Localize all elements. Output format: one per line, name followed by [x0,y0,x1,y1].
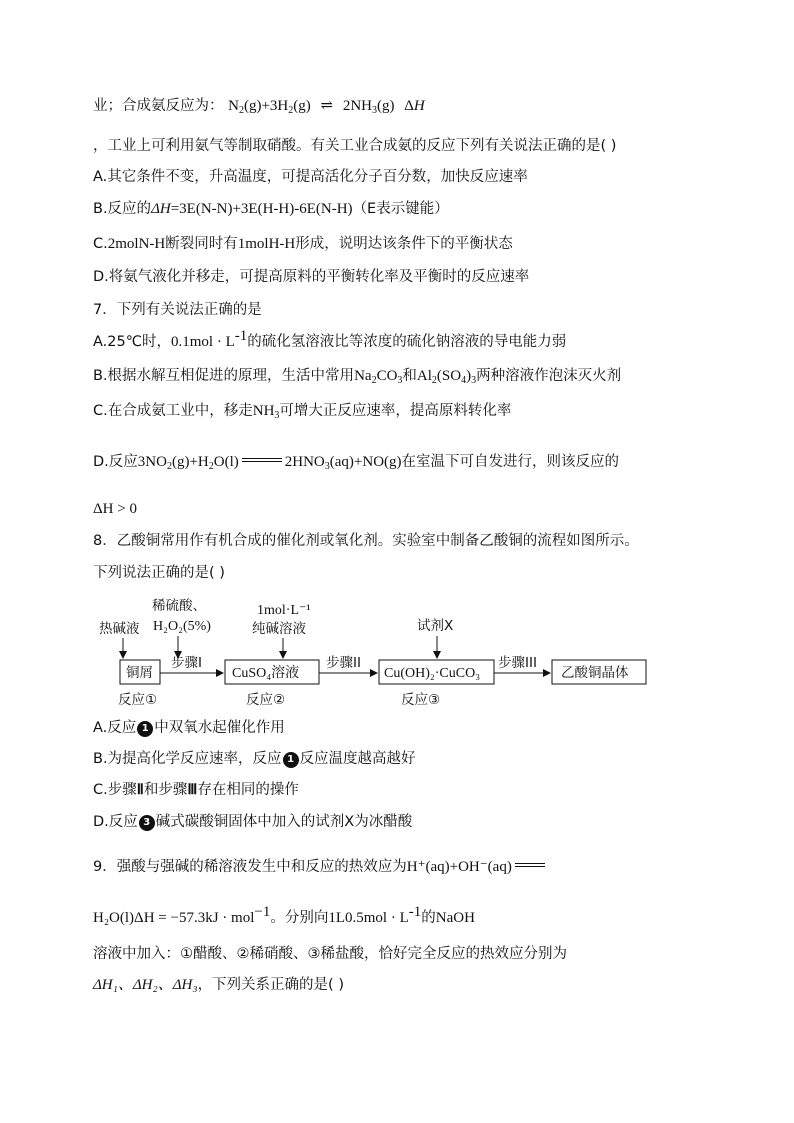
flow-rxn-1: 反应① [118,692,158,708]
q8-a-prefix: A.反应 [93,720,137,736]
eq-h: H [413,98,425,114]
q8-stem-line1: 8．乙酸铜常用作有机合成的催化剂或氧化剂。实验室中制备乙酸铜的流程如图所示。 [93,533,639,549]
q7-option-d-line2: ΔH > 0 [93,501,137,517]
flow-reagent-2-line1: 稀硫酸、 [152,598,206,614]
q7-b-and: 和 [402,368,417,384]
q7-b-al: Al [416,368,432,384]
eq-n2-state: (g) [243,98,262,114]
q9-line2 [93,904,475,928]
flow-reagent-1: 热碱液 [99,621,140,637]
q6-b-formula: =3E(N-N)+3E(H-H)-6E(N-H) [170,201,353,217]
flow-rxn-3: 反应③ [401,692,441,708]
circled-number-icon: 1 [137,721,153,737]
q7-stem: 7．下列有关说法正确的是 [93,302,262,318]
q7-b-so-sub2: 3 [471,375,477,386]
q7-d-equation [138,454,402,470]
q8-c-roman-3: Ⅲ [187,782,198,798]
q9-line4 [93,975,344,995]
circled-number-icon: 3 [139,815,155,831]
q6-c-suffix: 形成，说明达该条件下的平衡状态 [295,236,513,252]
q7-d-p1-sub: 3 [324,461,330,472]
equilibrium-arrow-icon: ⇌ [320,98,334,114]
q6-line2: ，工业上可利用氨气等制取硝酸。有关工业合成氨的反应下列有关说法正确的是( ) [93,138,617,154]
q8-c-prefix: C.步骤 [93,782,137,798]
q8-option-d [93,812,412,832]
q6-b-prefix: B.反应的 [93,201,152,217]
flow-step-1: 步骤I [171,655,202,671]
q9-line2-conc-sup: -1 [408,904,422,920]
q7-c-prefix: C.在合成氨工业中，移走 [93,403,253,419]
eq-n2-sub: 2 [238,105,244,116]
flow-reagent-4: 试剂X [417,618,454,634]
q9-stem [93,857,548,877]
q9-line4-dh: ΔH₁、ΔH₂、ΔH₃ [93,977,198,993]
flow-reagent-3-line1: 1mol·L⁻¹ [257,603,311,618]
q8-stem-line2: 下列说法正确的是( ) [93,565,225,581]
q7-b-na2co3 [354,368,402,384]
q9-eq: H⁺(aq)+OH⁻(aq) [406,859,512,875]
eq-nh3-state: (g) [377,98,395,114]
q9-line2-conc: 1L0.5mol · L [328,910,409,926]
q7-c-nh: NH [252,403,275,419]
q8-option-b [93,749,416,769]
q7-b-so-sub: 4 [461,375,467,386]
q7-c-suffix: 可增大正反应速率，提高原料转化率 [279,403,512,419]
flow-reagent-2-line2: H₂O₂(5%) [153,619,211,634]
eq-nh3: 2NH [342,98,372,114]
q7-option-c [93,401,511,421]
flow-reagent-3-line2: 纯碱溶液 [252,621,306,637]
q6-b-suffix: （E表示键能） [352,201,449,217]
q6-equation [228,98,425,114]
flow-step-3: 步骤III [498,655,537,671]
q7-d-p1-state: (aq)+NO(g) [329,454,402,470]
eq-n2: N [228,98,239,114]
q6-c-part2: 1molH-H [237,236,296,252]
q7-b-na-sub: 2 [371,375,377,386]
q9-line2-mid: 。分别向 [270,910,329,926]
q7-d-r1-sub: 2 [166,461,172,472]
q6-intro [93,96,425,116]
q7-b-so: (SO [436,368,462,384]
q7-b-al-sub: 2 [431,375,437,386]
q8-c-roman-2: Ⅱ [136,782,144,798]
eq-h2-state: (g) [293,98,311,114]
q7-c-nh-sub: 3 [274,410,280,421]
q6-b-dh: ΔH [151,201,171,217]
q9-line3: 溶液中加入：①醋酸、②稀硝酸、③稀盐酸，恰好完全反应的热效应分别为 [93,946,567,962]
q7-option-a [93,328,567,352]
q8-d-prefix: D.反应 [93,814,138,830]
q8-option-a [93,718,285,738]
flow-box-3-label: Cu(OH)₂·CuCO₃ [384,666,481,681]
q9-stem-text: 9．强酸与强碱的稀溶液发生中和反应的热效应为 [93,859,407,875]
q7-d-r1-state: (g)+H [171,454,209,470]
q7-option-b [93,366,621,386]
eq-nh3-sub: 3 [372,105,377,116]
q7-d-r2-state: O(l) [213,454,239,470]
q7-d-r1: 3NO [137,454,167,470]
q8-b-suffix: 反应温度越高越好 [299,751,416,767]
q6-c-part1: 2molN-H [107,236,166,252]
q9-line2-mid2: 的 [421,910,436,926]
q9-line4-suffix: ，下列关系正确的是( ) [197,977,344,993]
q6-option-c [93,234,513,254]
eq-delta: Δ [404,98,414,114]
q7-c-nh3 [253,403,280,419]
q7-a-suffix: 的硫化氢溶液比等浓度的硫化钠溶液的导电能力弱 [247,334,567,350]
q7-d-prefix: D.反应 [93,454,138,470]
q6-option-a: A.其它条件不变，升高温度，可提高活化分子百分数，加快反应速率 [93,169,528,185]
q7-option-d [93,452,619,472]
q8-a-suffix: 中双氧水起催化作用 [154,720,285,736]
q7-b-so-close: ) [466,368,472,384]
q6-option-b [93,199,449,219]
equals-sign-icon [242,458,282,462]
eq-h2-sub: 2 [288,105,294,116]
q8-c-mid: 和步骤 [143,782,188,798]
flow-box-2-label: CuSO₄溶液 [232,666,300,681]
equals-sign-icon [515,863,545,867]
circled-number-icon: 1 [283,752,299,768]
q9-line2-eq: H₂O(l)ΔH = −57.3kJ · mol [93,910,255,926]
q7-b-prefix: B.根据水解互相促进的原理，生活中常用 [93,368,355,384]
q7-b-co-sub: 3 [397,375,403,386]
q8-d-suffix: 碱式碳酸铜固体中加入的试剂X为冰醋酸 [155,814,413,830]
q7-a-conc: 0.1mol · L [171,334,235,350]
flow-step-2: 步骤II [326,655,361,671]
q8-c-suffix: 存在相同的操作 [197,782,299,798]
q7-b-co: CO [376,368,398,384]
q8-flow-diagram [97,596,657,714]
q7-a-conc-sup: -1 [234,328,248,344]
q7-b-suffix: 两种溶液作泡沫灭火剂 [476,368,622,384]
q7-b-na: Na [354,368,372,384]
flow-rxn-2: 反应② [246,692,286,708]
flow-box-1-label: 铜屑 [126,665,153,681]
eq-h2: +3H [261,98,289,114]
q7-d-suffix: 在室温下可自发进行，则该反应的 [401,454,620,470]
q9-line2-naoh: NaOH [435,910,475,926]
q7-d-p1: 2HNO [284,454,325,470]
q7-b-al2so43 [417,368,476,384]
q9-line2-eq-sup: −1 [254,904,271,920]
q7-d-r2-sub: 2 [208,461,214,472]
q8-option-c [93,780,299,800]
q6-option-d: D.将氨气液化并移走，可提高原料的平衡转化率及平衡时的反应速率 [93,269,530,285]
q6-intro-text: 业；合成氨反应为： [93,98,224,114]
q8-b-prefix: B.为提高化学反应速率，反应 [93,751,282,767]
q6-c-prefix: C. [93,236,108,252]
flow-box-4-label: 乙酸铜晶体 [561,665,629,681]
q6-c-mid: 断裂同时有 [165,236,238,252]
q7-a-prefix: A.25℃时， [93,334,172,350]
